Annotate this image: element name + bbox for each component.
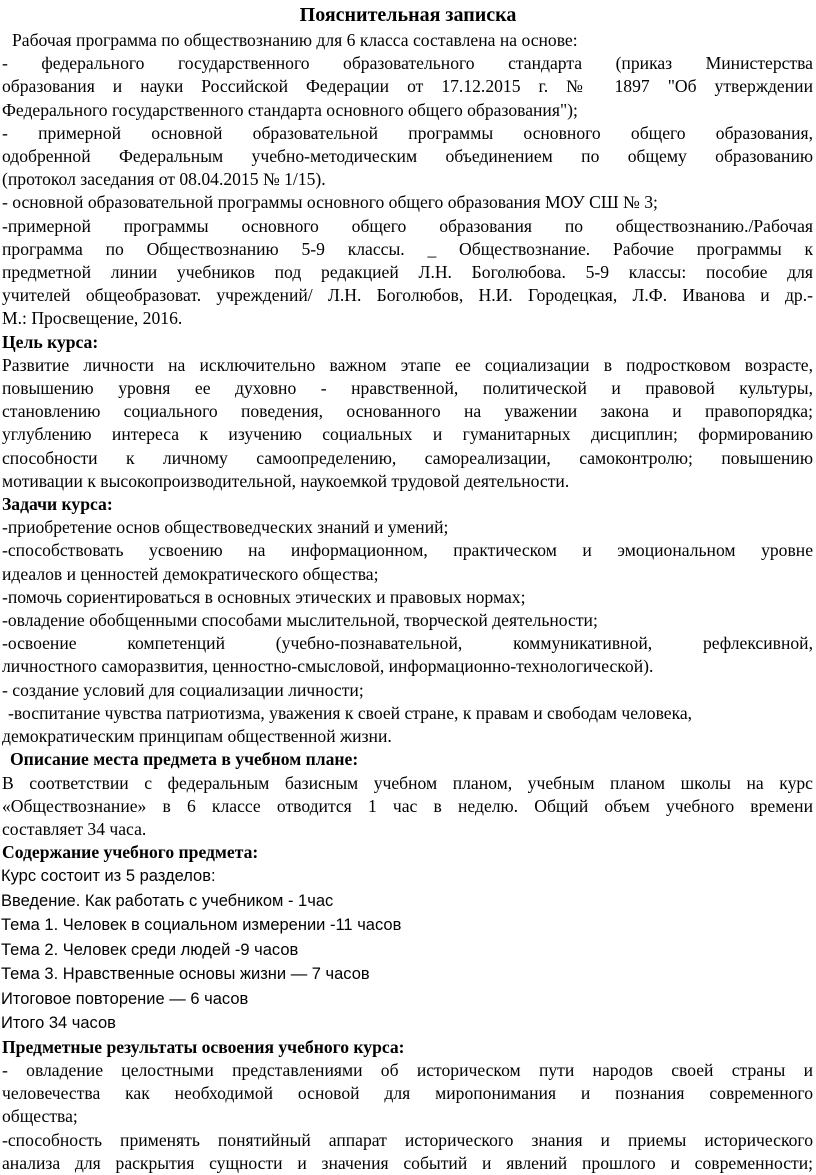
text-line: предметной линии учебников под редакцией Л.Н. Боголюбова. 5-9 классы: пособие для bbox=[2, 262, 813, 283]
text-line: углублению интереса к изучению социальных и гуманитарных дисциплин; формированию bbox=[2, 424, 813, 445]
text-line: -способствовать усвоению на информационном, практическом и эмоциональном уровне bbox=[2, 540, 813, 561]
goal-heading: Цель курса: bbox=[2, 331, 99, 352]
place-section bbox=[0, 772, 816, 842]
results-section bbox=[0, 1059, 816, 1175]
place-heading: Описание места предмета в учебном плане: bbox=[10, 749, 359, 770]
content-line: Тема 3. Нравственные основы жизни — 7 часов bbox=[1, 965, 370, 984]
tasks-heading: Задачи курса: bbox=[2, 494, 113, 515]
text-line: учителей общеобразоват. учреждений/ Л.Н. Боголюбов, Н.И. Городецкая, Л.Ф. Иванова и др.- bbox=[2, 285, 813, 306]
text-line: Развитие личности на исключительно важном этапе ее социализации в подростковом возрасте, bbox=[2, 354, 813, 375]
content-line: Курс состоит из 5 разделов: bbox=[1, 867, 216, 886]
text-line: идеалов и ценностей демократического общества; bbox=[2, 563, 379, 584]
text-line: общества; bbox=[2, 1106, 78, 1127]
text-line: одобренной Федеральным учебно-методическим объединением по общему образованию bbox=[2, 146, 813, 167]
text-line: -приобретение основ обществоведческих знаний и умений; bbox=[2, 517, 449, 538]
content-heading: Содержание учебного предмета: bbox=[2, 842, 259, 863]
text-line: - создание условий для социализации личности; bbox=[2, 679, 364, 700]
goal-section bbox=[0, 354, 816, 493]
text-line: -воспитание чувства патриотизма, уважения к своей стране, к правам и свободам человека, bbox=[8, 702, 693, 723]
text-line: способности к личному самоопределению, самореализации, самоконтролю; повышению bbox=[2, 447, 813, 468]
content-line: Введение. Как работать с учебником - 1час bbox=[1, 891, 334, 910]
text-line: (протокол заседания от 08.04.2015 № 1/15). bbox=[2, 169, 326, 190]
tasks-section bbox=[0, 516, 816, 748]
text-line: становлению социального поведения, основанного на уважении закона и правопорядка; bbox=[2, 401, 813, 422]
text-line: - овладение целостными представлениями об историческом пути народов своей страны и bbox=[2, 1060, 813, 1081]
document-title: Пояснительная записка bbox=[299, 4, 517, 26]
content-line: Тема 2. Человек среди людей -9 часов bbox=[1, 940, 299, 959]
text-line: повышению уровня ее духовно - нравственной, политической и правовой культуры, bbox=[2, 378, 813, 399]
text-line: -помочь сориентироваться в основных этических и правовых нормах; bbox=[2, 586, 526, 607]
content-section bbox=[0, 864, 816, 1036]
text-line: программа по Обществознанию 5-9 классы. _ Обществознание. Рабочие программы к bbox=[2, 238, 813, 259]
text-line: -способность применять понятийный аппарат исторического знания и приемы исторического bbox=[2, 1129, 813, 1150]
text-line: составляет 34 часа. bbox=[2, 818, 147, 839]
content-line: Итоговое повторение — 6 часов bbox=[1, 989, 249, 1008]
text-line: - федерального государственного образовательного стандарта (приказ Министерства bbox=[2, 53, 813, 74]
text-line: М.: Просвещение, 2016. bbox=[2, 308, 183, 329]
text-line: мотивации к высокопроизводительной, наукоемкой трудовой деятельности. bbox=[2, 470, 570, 491]
text-line: человечества как необходимой основой для миропонимания и познания современного bbox=[2, 1083, 813, 1104]
document-page bbox=[0, 3, 816, 1175]
text-line: -примерной программы основного общего образования по обществознанию./Рабочая bbox=[2, 215, 813, 236]
text-line: анализа для раскрытия сущности и значения событий и явлений прошлого и современности; bbox=[2, 1152, 813, 1173]
text-line: В соответствии с федеральным базисным учебном планом, учебным планом школы на курс bbox=[2, 772, 813, 793]
intro-section bbox=[0, 29, 816, 331]
text-line: Рабочая программа по обществознанию для 6 класса составлена на основе: bbox=[12, 30, 578, 50]
text-line: - основной образовательной программы основного общего образования МОУ СШ № 3; bbox=[2, 192, 658, 213]
text-line: - примерной основной образовательной программы основного общего образования, bbox=[2, 122, 813, 143]
text-line: «Обществознание» в 6 классе отводится 1 час в неделю. Общий объем учебного времени bbox=[2, 795, 813, 816]
text-line: образования и науки Российской Федерации от 17.12.2015 г. № 1897 "Об утверждении bbox=[2, 76, 813, 97]
text-line: -овладение обобщенными способами мыслительной, творческой деятельности; bbox=[2, 610, 598, 631]
content-line: Тема 1. Человек в социальном измерении -11 часов bbox=[1, 916, 402, 935]
text-line: Федерального государственного стандарта основного общего образования"); bbox=[2, 99, 578, 120]
text-line: демократическим принципам общественной жизни. bbox=[2, 726, 392, 747]
text-line: личностного саморазвития, ценностно-смысловой, информационно-технологической). bbox=[2, 656, 654, 677]
content-line: Итого 34 часов bbox=[1, 1014, 116, 1033]
text-line: -освоение компетенций (учебно-познавательной, коммуникативной, рефлексивной, bbox=[2, 633, 813, 654]
results-heading: Предметные результаты освоения учебного курса: bbox=[2, 1036, 405, 1057]
